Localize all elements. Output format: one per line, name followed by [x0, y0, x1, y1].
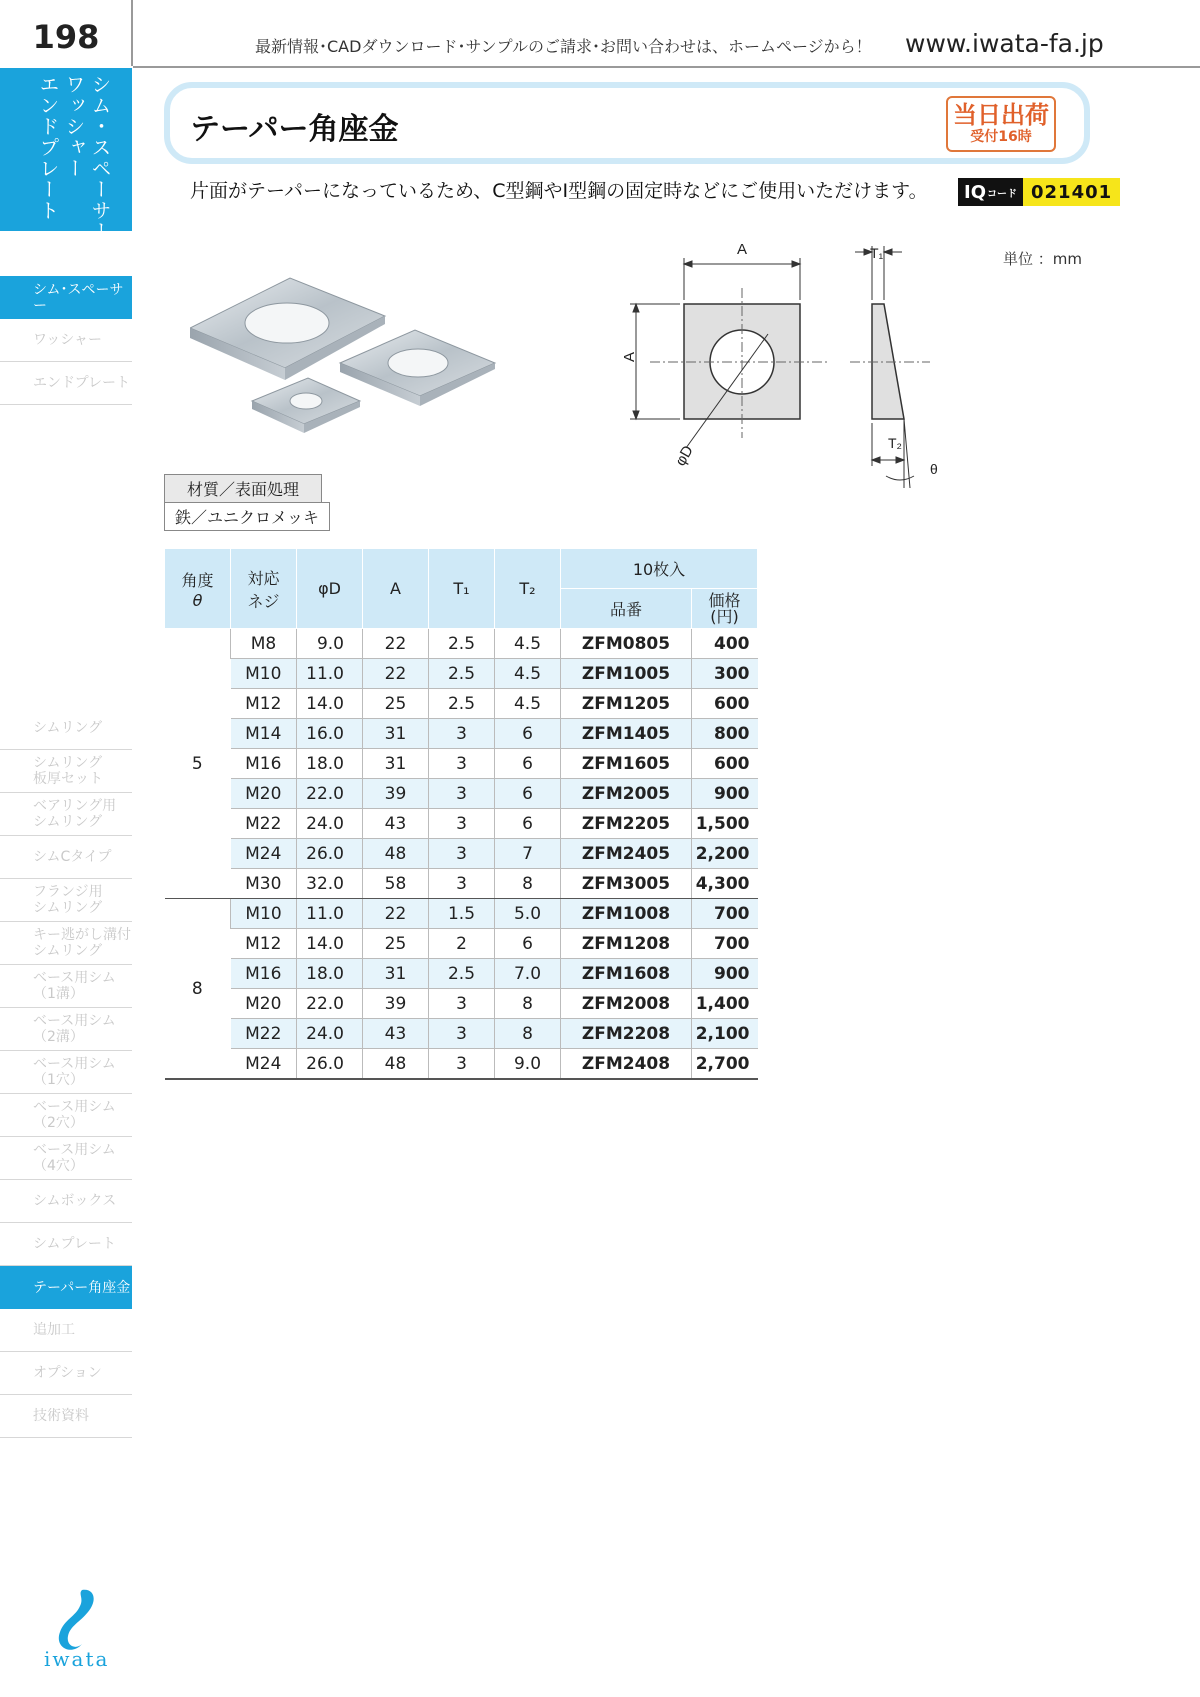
page-number: 198 — [32, 18, 100, 56]
cell-part-number: ZFM2208 — [561, 1019, 692, 1049]
cell-screw: M14 — [231, 719, 297, 749]
cell-screw: M16 — [231, 749, 297, 779]
cell-price: 2,200 — [692, 839, 758, 869]
cell-t1: 3 — [429, 809, 495, 839]
cell-t2: 8 — [495, 1019, 561, 1049]
cell-price: 800 — [692, 719, 758, 749]
sidebar-item-shim-ring[interactable]: シムリング — [0, 707, 132, 750]
header-note: 最新情報･CADダウンロード･サンプルのご請求･お問い合わせは、ホームページから！ — [255, 37, 872, 56]
product-photo — [190, 268, 500, 448]
cell-phi-d: 18.0 — [297, 749, 363, 779]
technical-drawing — [610, 238, 970, 488]
cell-t2: 9.0 — [495, 1049, 561, 1080]
cell-t2: 4.5 — [495, 659, 561, 689]
sidebar-item-base-shim-4hole[interactable]: ベース用シム （4穴） — [0, 1137, 132, 1180]
washer-medium-shape — [340, 330, 495, 406]
washer-small-shape — [252, 378, 360, 433]
table-row — [165, 1049, 758, 1080]
cell-part-number: ZFM1205 — [561, 689, 692, 719]
cell-price: 2,100 — [692, 1019, 758, 1049]
cell-t1: 3 — [429, 1019, 495, 1049]
cell-a: 31 — [363, 749, 429, 779]
cell-phi-d: 14.0 — [297, 689, 363, 719]
sidebar-item-shim-plate[interactable]: シムプレート — [0, 1223, 132, 1266]
cell-price: 4,300 — [692, 869, 758, 899]
cell-screw: M10 — [231, 899, 297, 929]
cell-t2: 8 — [495, 869, 561, 899]
cell-price: 600 — [692, 689, 758, 719]
cell-t2: 6 — [495, 719, 561, 749]
cell-part-number: ZFM0805 — [561, 629, 692, 659]
cell-price: 400 — [692, 629, 758, 659]
cell-phi-d: 32.0 — [297, 869, 363, 899]
cell-a: 43 — [363, 1019, 429, 1049]
cell-a: 31 — [363, 719, 429, 749]
sidebar-item-flange-shim-ring[interactable]: フランジ用 シムリング — [0, 879, 132, 922]
header-part-number: 品番 — [561, 589, 692, 629]
cell-phi-d: 22.0 — [297, 779, 363, 809]
cell-a: 25 — [363, 689, 429, 719]
sidebar-item-end-plate[interactable]: エンドプレート — [0, 362, 132, 405]
cell-phi-d: 22.0 — [297, 989, 363, 1019]
table-row — [165, 869, 758, 899]
cell-phi-d: 26.0 — [297, 1049, 363, 1080]
product-description: 片面がテーパーになっているため、C型鋼やI型鋼の固定時などにご使用いただけます。 — [190, 180, 928, 202]
table-row — [165, 989, 758, 1019]
cell-phi-d: 11.0 — [297, 899, 363, 929]
header-t1: T₁ — [429, 549, 495, 629]
cell-t2: 6 — [495, 749, 561, 779]
spec-table — [164, 548, 758, 1080]
cell-screw: M8 — [231, 629, 297, 659]
category-line-3: エンドプレート — [36, 74, 60, 221]
sidebar-item-shim-box[interactable]: シムボックス — [0, 1180, 132, 1223]
sidebar-item-base-shim-1hole[interactable]: ベース用シム （1穴） — [0, 1051, 132, 1094]
cell-screw: M20 — [231, 779, 297, 809]
cell-phi-d: 24.0 — [297, 1019, 363, 1049]
cell-a: 22 — [363, 629, 429, 659]
table-row — [165, 749, 758, 779]
header-divider-vertical — [131, 0, 133, 66]
cell-price: 700 — [692, 899, 758, 929]
sidebar-item-additional-machining[interactable]: 追加工 — [0, 1309, 132, 1352]
cell-a: 48 — [363, 1049, 429, 1080]
cell-part-number: ZFM2005 — [561, 779, 692, 809]
cell-price: 1,400 — [692, 989, 758, 1019]
header-t2: T₂ — [495, 549, 561, 629]
material-header: 材質／表面処理 — [164, 474, 322, 502]
cell-a: 39 — [363, 779, 429, 809]
cell-part-number: ZFM2405 — [561, 839, 692, 869]
category-block — [0, 68, 132, 242]
header-url-link[interactable]: www.iwata-fa.jp — [905, 29, 1104, 58]
dim-t1-label: T₁ — [870, 245, 884, 261]
cell-a: 58 — [363, 869, 429, 899]
cell-part-number: ZFM1605 — [561, 749, 692, 779]
cell-part-number: ZFM3005 — [561, 869, 692, 899]
cell-t2: 7 — [495, 839, 561, 869]
cell-t1: 2 — [429, 929, 495, 959]
table-row — [165, 719, 758, 749]
header-angle: 角度 θ — [165, 549, 231, 629]
cell-screw: M16 — [231, 959, 297, 989]
cell-t1: 3 — [429, 779, 495, 809]
cell-t2: 7.0 — [495, 959, 561, 989]
table-row — [165, 899, 758, 929]
cell-screw: M22 — [231, 1019, 297, 1049]
iq-code-value: 021401 — [1023, 178, 1120, 206]
cell-t1: 2.5 — [429, 959, 495, 989]
cell-part-number: ZFM1608 — [561, 959, 692, 989]
cell-t1: 3 — [429, 989, 495, 1019]
cell-screw: M22 — [231, 809, 297, 839]
sidebar-item-base-shim-1slot[interactable]: ベース用シム （1溝） — [0, 965, 132, 1008]
cell-t1: 3 — [429, 749, 495, 779]
header-divider-horizontal — [133, 66, 1200, 68]
sidebar-item-base-shim-2hole[interactable]: ベース用シム （2穴） — [0, 1094, 132, 1137]
cell-a: 31 — [363, 959, 429, 989]
table-row — [165, 629, 758, 659]
cell-part-number: ZFM2008 — [561, 989, 692, 1019]
cell-t1: 1.5 — [429, 899, 495, 929]
cell-screw: M10 — [231, 659, 297, 689]
sidebar-item-bearing-shim-ring[interactable]: ベアリング用 シムリング — [0, 793, 132, 836]
header-phi-d: φD — [297, 549, 363, 629]
cell-t1: 3 — [429, 839, 495, 869]
header-a: A — [363, 549, 429, 629]
cell-screw: M12 — [231, 689, 297, 719]
header-screw: 対応 ネジ — [231, 549, 297, 629]
cell-phi-d: 18.0 — [297, 959, 363, 989]
cell-part-number: ZFM2408 — [561, 1049, 692, 1080]
cell-price: 900 — [692, 779, 758, 809]
sidebar-item-keyway-shim-ring[interactable]: キー逃がし溝付 シムリング — [0, 922, 132, 965]
cell-t1: 2.5 — [429, 659, 495, 689]
cell-t2: 4.5 — [495, 689, 561, 719]
cell-price: 700 — [692, 929, 758, 959]
cell-t2: 5.0 — [495, 899, 561, 929]
cell-t2: 6 — [495, 809, 561, 839]
table-row — [165, 659, 758, 689]
cell-part-number: ZFM1005 — [561, 659, 692, 689]
cell-t2: 6 — [495, 929, 561, 959]
table-row — [165, 689, 758, 719]
sidebar-item-shim-c-type[interactable]: シムCタイプ — [0, 836, 132, 879]
sidebar-item-taper-washer[interactable]: テーパー角座金 — [0, 1266, 132, 1309]
badge-sub-text: 受付16時 — [970, 129, 1032, 145]
sidebar-item-technical-data[interactable]: 技術資料 — [0, 1395, 132, 1438]
dim-theta-label: θ — [930, 461, 938, 477]
cell-a: 22 — [363, 659, 429, 689]
cell-t1: 2.5 — [429, 689, 495, 719]
cell-t1: 3 — [429, 719, 495, 749]
material-value: 鉄／ユニクロメッキ — [164, 502, 330, 531]
cell-screw: M24 — [231, 1049, 297, 1080]
iq-label: IQ コード — [958, 178, 1023, 206]
unit-label: 単位 ：mm — [1003, 250, 1082, 268]
table-row — [165, 809, 758, 839]
table-row — [165, 839, 758, 869]
cell-phi-d: 11.0 — [297, 659, 363, 689]
cell-t1: 3 — [429, 869, 495, 899]
cell-part-number: ZFM1405 — [561, 719, 692, 749]
cell-t2: 8 — [495, 989, 561, 1019]
cell-price: 900 — [692, 959, 758, 989]
sidebar-item-shim-spacer[interactable]: シム･スペーサー — [0, 276, 132, 319]
cell-t2: 4.5 — [495, 629, 561, 659]
cell-screw: M24 — [231, 839, 297, 869]
table-row — [165, 779, 758, 809]
cell-price: 1,500 — [692, 809, 758, 839]
dim-t2-label: T₂ — [888, 435, 902, 451]
cell-a: 43 — [363, 809, 429, 839]
cell-screw: M30 — [231, 869, 297, 899]
cell-phi-d: 14.0 — [297, 929, 363, 959]
cell-angle: 5 — [165, 629, 231, 899]
sidebar-item-base-shim-2slot[interactable]: ベース用シム （2溝） — [0, 1008, 132, 1051]
cell-part-number: ZFM2205 — [561, 809, 692, 839]
category-line-2: ワッシャー — [62, 74, 86, 179]
same-day-shipping-badge — [946, 96, 1056, 152]
cell-part-number: ZFM1208 — [561, 929, 692, 959]
cell-t2: 6 — [495, 779, 561, 809]
cell-price: 300 — [692, 659, 758, 689]
sidebar-item-options[interactable]: オプション — [0, 1352, 132, 1395]
cell-phi-d: 16.0 — [297, 719, 363, 749]
cell-a: 22 — [363, 899, 429, 929]
cell-price: 2,700 — [692, 1049, 758, 1080]
cell-t1: 2.5 — [429, 629, 495, 659]
cell-a: 39 — [363, 989, 429, 1019]
cell-part-number: ZFM1008 — [561, 899, 692, 929]
category-line-1: シム・スペーサー — [88, 74, 112, 242]
table-row — [165, 1019, 758, 1049]
dim-a-side-label: A — [621, 351, 638, 362]
cell-angle: 8 — [165, 899, 231, 1080]
dim-a-top-label: A — [737, 241, 748, 258]
logo-mark-icon — [59, 1590, 94, 1650]
cell-price: 600 — [692, 749, 758, 779]
logo-text: iwata — [44, 1647, 110, 1671]
cell-screw: M12 — [231, 929, 297, 959]
iwata-logo — [42, 1586, 112, 1671]
sidebar-item-washer[interactable]: ワッシャー — [0, 319, 132, 362]
iq-code-badge — [958, 178, 1120, 206]
product-title: テーパー角座金 — [190, 112, 399, 147]
cell-phi-d: 9.0 — [297, 629, 363, 659]
dim-phi-d-label: φD — [671, 442, 697, 469]
sidebar-item-shim-ring-set[interactable]: シムリング 板厚セット — [0, 750, 132, 793]
badge-main-text: 当日出荷 — [953, 101, 1049, 129]
cell-t1: 3 — [429, 1049, 495, 1080]
cell-screw: M20 — [231, 989, 297, 1019]
cell-phi-d: 24.0 — [297, 809, 363, 839]
material-box — [164, 474, 330, 531]
cell-a: 25 — [363, 929, 429, 959]
table-row — [165, 929, 758, 959]
spec-table-body — [165, 629, 758, 1080]
table-row — [165, 959, 758, 989]
header-price: 価格 (円) — [692, 589, 758, 629]
header-pack: 10枚入 — [561, 549, 758, 589]
cell-phi-d: 26.0 — [297, 839, 363, 869]
cell-a: 48 — [363, 839, 429, 869]
